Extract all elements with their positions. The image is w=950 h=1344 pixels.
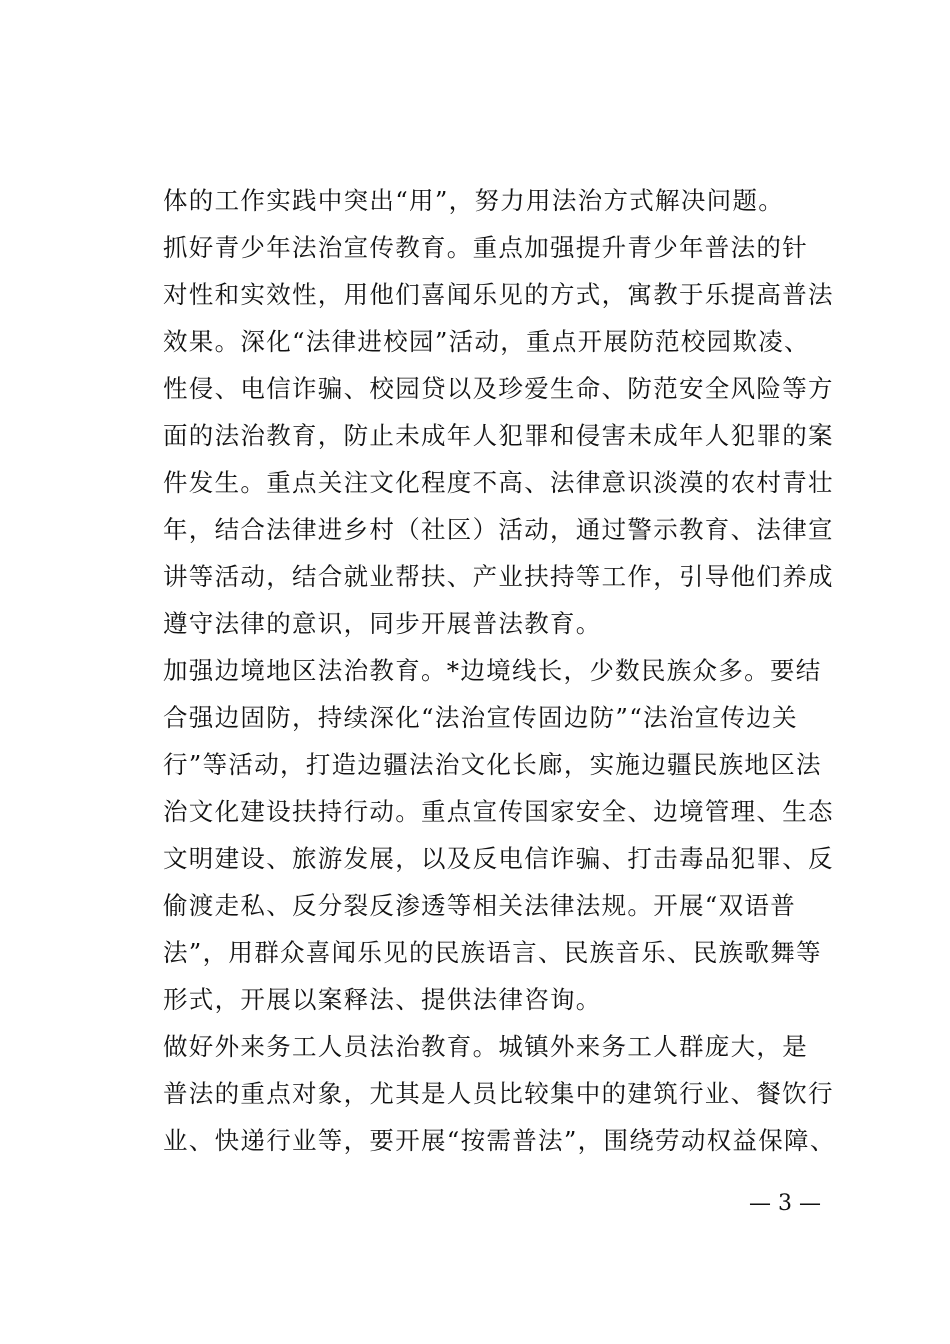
text-line: 年，结合法律进乡村（社区）活动，通过警示教育、法律宣 <box>163 515 834 544</box>
text-line: 法”，用群众喜闻乐见的民族语言、民族音乐、民族歌舞等 <box>163 938 822 967</box>
text-line: 件发生。重点关注文化程度不高、法律意识淡漠的农村青壮 <box>163 468 834 497</box>
text-line: 业、快递行业等，要开展“按需普法”，围绕劳动权益保障、 <box>163 1126 836 1155</box>
text-line: 遵守法律的意识，同步开展普法教育。 <box>163 609 602 638</box>
text-line: 抓好青少年法治宣传教育。重点加强提升青少年普法的针 <box>163 233 808 262</box>
text-line: 面的法治教育，防止未成年人犯罪和侵害未成年人犯罪的案 <box>163 421 834 450</box>
text-line: 普法的重点对象，尤其是人员比较集中的建筑行业、餐饮行 <box>163 1079 834 1108</box>
text-line: 做好外来务工人员法治教育。城镇外来务工人群庞大，是 <box>163 1032 808 1061</box>
text-line: 偷渡走私、反分裂反渗透等相关法律法规。开展“双语普 <box>163 891 797 920</box>
text-line: 形式，开展以案释法、提供法律咨询。 <box>163 985 602 1014</box>
text-line: 体的工作实践中突出“用”，努力用法治方式解决问题。 <box>163 186 785 215</box>
text-line: 性侵、电信诈骗、校园贷以及珍爱生命、防范安全风险等方 <box>163 374 834 403</box>
text-line: 行”等活动，打造边疆法治文化长廊，实施边疆民族地区法 <box>163 750 822 779</box>
text-line: 文明建设、旅游发展，以及反电信诈骗、打击毒品犯罪、反 <box>163 844 834 873</box>
text-line: 讲等活动，结合就业帮扶、产业扶持等工作，引导他们养成 <box>163 562 834 591</box>
page-number: — 3 — <box>749 1191 821 1216</box>
text-line: 对性和实效性，用他们喜闻乐见的方式，寓教于乐提高普法 <box>163 280 834 309</box>
text-line: 治文化建设扶持行动。重点宣传国家安全、边境管理、生态 <box>163 797 834 826</box>
text-line: 加强边境地区法治教育。*边境线长，少数民族众多。要结 <box>163 656 822 685</box>
text-line: 效果。深化“法律进校园”活动，重点开展防范校园欺凌、 <box>163 327 810 356</box>
text-line: 合强边固防，持续深化“法治宣传固边防”“法治宣传边关 <box>163 703 798 732</box>
